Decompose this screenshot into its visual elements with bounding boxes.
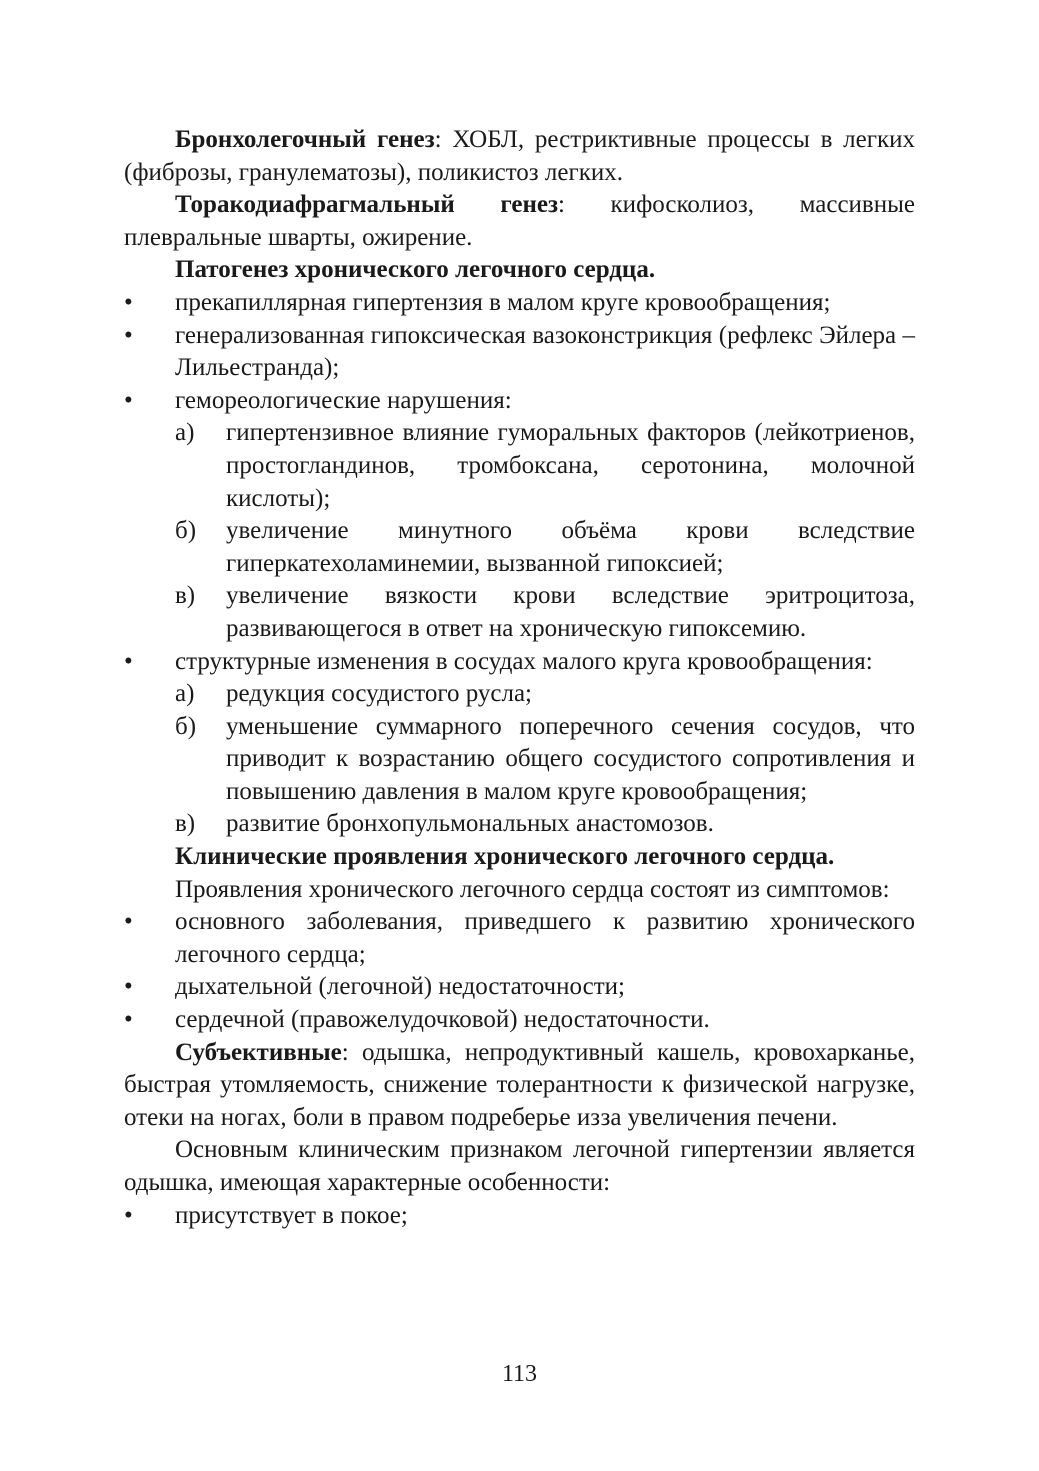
term-bronchopulmonary: Бронхолегочный генез <box>175 126 435 153</box>
paragraph-subjective-text: : одышка, непродуктивный кашель, кровохарканье, быстрая утомляемость, снижение толерантности к физической нагрузке, отеки на ногах, боли в правом подреберье изза увеличения печени. <box>124 1038 915 1131</box>
sub-list-item <box>124 711 915 809</box>
list-item-text: дыхательной (легочной) недостаточности; <box>175 973 625 1001</box>
page-body <box>124 124 915 1232</box>
term-thoracodiaphragmatic: Торакодиафрагмальный генез <box>175 191 558 219</box>
list-item-text: присутствует в покое; <box>175 1201 408 1229</box>
sub-list-marker: в) <box>175 810 196 838</box>
paragraph-dyspnea: Основным клиническим признаком легочной гипертензии является одышка, имеющая характерные особенности: <box>124 1136 915 1196</box>
bullet-icon: • <box>124 288 133 316</box>
sub-list-marker: в) <box>175 582 196 610</box>
term-subjective: Субъективные <box>175 1038 342 1066</box>
bullet-icon: • <box>124 1006 133 1034</box>
list-item-text: структурные изменения в сосудах малого круга кровообращения: <box>175 647 873 675</box>
bullet-icon: • <box>124 1201 133 1229</box>
paragraph-bronchopulmonary-text: : ХОБЛ, рестриктивные процессы в легких (фиброзы, гранулематозы), поликистоз легких. <box>124 126 915 186</box>
list-item-text: сердечной (правожелудочковой) недостаточности. <box>175 1006 710 1034</box>
sub-list-marker: б) <box>175 517 197 545</box>
sub-list-marker: а) <box>175 419 195 447</box>
sub-list-text: гипертензивное влияние гуморальных факторов (лейкотриенов, простогландинов, тромбоксана, серотонина, молочной кислоты); <box>226 419 915 512</box>
list-item <box>124 287 915 320</box>
list-item-text: гемореологические нарушения: <box>175 386 512 414</box>
list-item <box>124 646 915 679</box>
sub-list-text: редукция сосудистого русла; <box>226 680 533 708</box>
list-item-text: прекапиллярная гипертензия в малом круге кровообращения; <box>175 288 831 316</box>
list-item-text: основного заболевания, приведшего к развитию хронического легочного сердца; <box>175 908 915 968</box>
list-item-text: генерализованная гипоксическая вазоконстрикция (рефлекс Эйлера – Лильестранда); <box>175 321 915 382</box>
sub-list-item <box>124 417 915 515</box>
paragraph-thoracodiaphragmatic <box>124 189 915 254</box>
page-number: 113 <box>501 1361 538 1387</box>
list-item <box>124 1004 915 1037</box>
sub-list-marker: б) <box>175 712 197 740</box>
paragraph-subjective <box>124 1037 915 1135</box>
sub-list-item <box>124 580 915 645</box>
heading-pathogenesis: Патогенез хронического легочного сердца. <box>175 256 656 284</box>
sub-list-text: увеличение вязкости крови вследствие эритроцитоза, развивающегося в ответ на хроническую гипоксемию. <box>226 582 915 642</box>
paragraph-clinical-intro: Проявления хронического легочного сердца состоят из симптомов: <box>175 875 890 903</box>
paragraph-thoracodiaphragmatic-text: : кифосколиоз, массивные плевральные шварты, ожирение. <box>124 191 915 251</box>
sub-list-marker: а) <box>175 680 195 708</box>
list-item <box>124 320 915 385</box>
paragraph-bronchopulmonary <box>124 124 915 189</box>
bullet-icon: • <box>124 386 133 414</box>
bullet-icon: • <box>124 908 133 936</box>
heading-clinical: Клинические проявления хронического легочного сердца. <box>175 843 835 871</box>
bullet-icon: • <box>124 321 133 349</box>
sub-list-item <box>124 515 915 580</box>
sub-list-text: уменьшение суммарного поперечного сечения сосудов, что приводит к возрастанию общего сосудистого сопротивления и повышению давления в малом круге кровообращения; <box>226 712 915 805</box>
list-item <box>124 385 915 418</box>
list-item <box>124 906 915 971</box>
sub-list-item <box>124 808 915 841</box>
list-item <box>124 971 915 1004</box>
bullet-icon: • <box>124 647 133 675</box>
sub-list-text: увеличение минутного объёма крови вследствие гиперкатехоламинемии, вызванной гипоксией; <box>226 517 915 577</box>
bullet-icon: • <box>124 973 133 1001</box>
sub-list-item <box>124 678 915 711</box>
list-item <box>124 1200 915 1233</box>
sub-list-text: развитие бронхопульмональных анастомозов. <box>226 810 714 838</box>
